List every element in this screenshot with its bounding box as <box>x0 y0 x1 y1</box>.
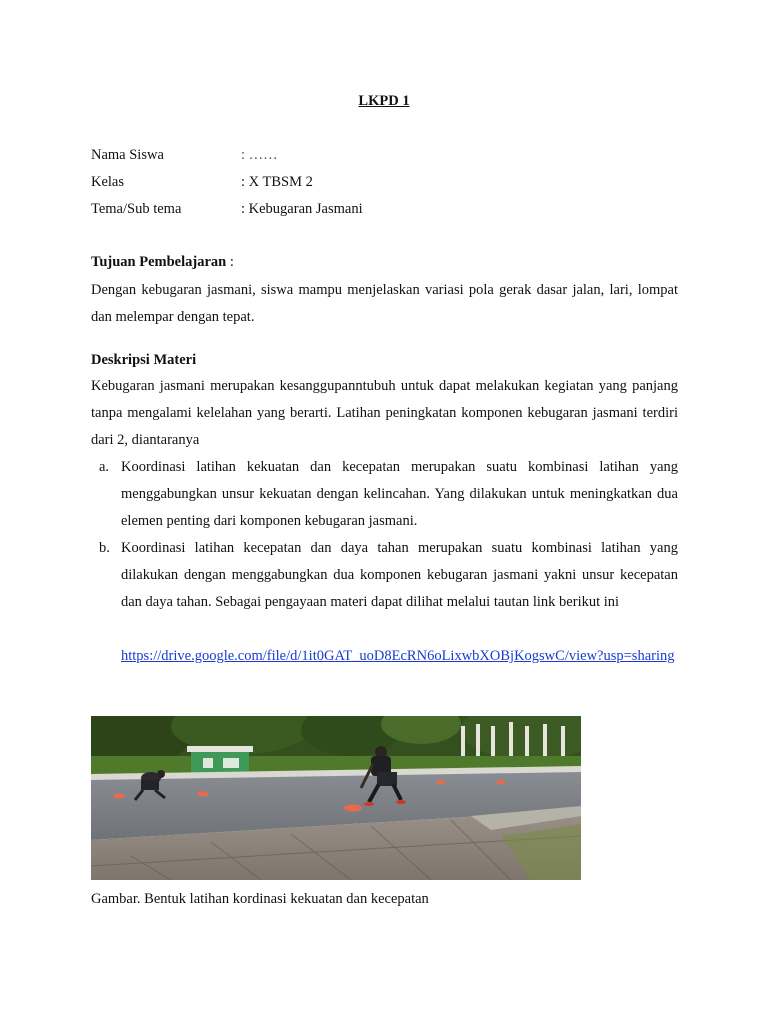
info-label: Tema/Sub tema <box>91 201 182 217</box>
list-item-text: Koordinasi latihan kecepatan dan daya tahan merupakan suatu kombinasi latihan yang dilakukan dengan menggabungkan dua komponen kebugaran jasmani yakni unsur kecepatan dan daya tahan. Sebagai pengayaan materi dapat dilihat melalui tautan link berikut ini <box>121 540 678 610</box>
drive-link[interactable]: https://drive.google.com/file/d/1it0GAT_uoD8EcRN6oLixwbXOBjKogswC/view?usp=sharing <box>121 648 675 664</box>
figure-caption: Gambar. Bentuk latihan kordinasi kekuatan dan kecepatan <box>91 891 429 907</box>
info-value: : Kebugaran Jasmani <box>241 201 363 217</box>
info-row-tema <box>91 199 681 219</box>
document-title: LKPD 1 <box>358 93 410 109</box>
info-row-kelas <box>91 172 681 192</box>
deskripsi-text: Kebugaran jasmani merupakan kesanggupanntubuh untuk dapat melakukan kegiatan yang panjang tanpa mengalami kelelahan yang berarti. Latihan peningkatan komponen kebugaran jasmani terdiri dari 2, diantaranya <box>91 378 678 448</box>
info-label: Nama Siswa <box>91 147 164 163</box>
list-marker: a. <box>99 459 110 475</box>
deskripsi-heading: Deskripsi Materi <box>91 352 197 368</box>
list-item-text: Koordinasi latihan kekuatan dan kecepatan merupakan suatu kombinasi latihan yang menggabungkan unsur kekuatan dengan kelincahan. Yang dilakukan untuk meningkatkan dua elemen penting dari komponen kebugaran jasmani. <box>121 459 678 529</box>
link-wrapper <box>121 643 678 670</box>
info-value: : X TBSM 2 <box>241 174 313 190</box>
tujuan-heading <box>91 252 234 272</box>
tujuan-heading-text: Tujuan Pembelajaran <box>91 254 227 270</box>
training-photo-image <box>91 716 581 880</box>
training-photo <box>91 716 581 880</box>
list-marker: b. <box>99 540 110 556</box>
info-value: : …… <box>241 147 278 163</box>
info-row-nama <box>91 145 681 165</box>
tujuan-text: Dengan kebugaran jasmani, siswa mampu menjelaskan variasi pola gerak dasar jalan, lari, lompat dan melempar dengan tepat. <box>91 282 678 325</box>
info-label: Kelas <box>91 174 125 190</box>
tujuan-heading-colon: : <box>226 254 234 270</box>
